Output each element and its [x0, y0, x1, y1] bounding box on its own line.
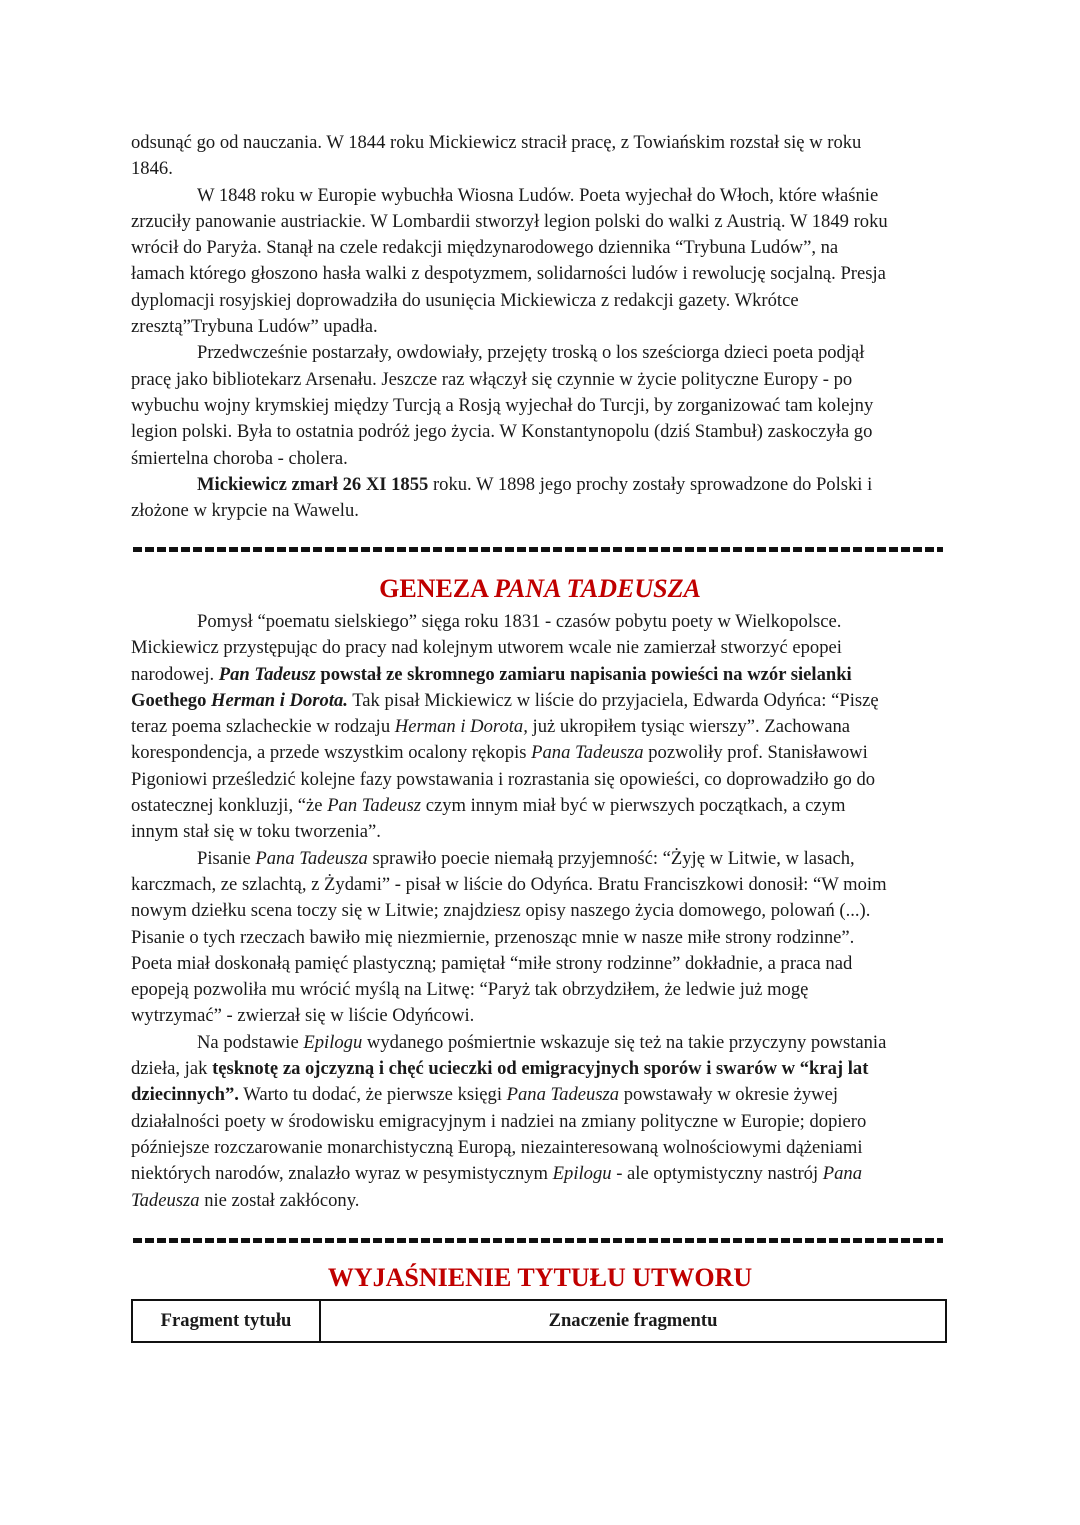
- text-line: [131, 498, 961, 524]
- paragraph: [131, 183, 961, 341]
- text-line: [131, 793, 961, 819]
- text-line: [131, 288, 961, 314]
- bold-text: powstał ze skromnego zamiaru napisania powieści na wzór sielanki: [315, 663, 852, 685]
- text-line: [131, 609, 961, 635]
- section-heading-geneza: [0, 574, 1080, 604]
- text-run: korespondencja, a przede wszystkim ocalony rękopis: [131, 742, 532, 764]
- biography-text: [131, 130, 961, 524]
- text-run: Tak pisał Mickiewicz w liście do przyjaciela, Edwarda Odyńca: “Piszę: [347, 689, 879, 711]
- italic-text: Epilogu: [303, 1031, 363, 1053]
- text-line: [131, 419, 961, 445]
- text-line: [131, 209, 961, 235]
- paragraph: [131, 1030, 961, 1214]
- text-run: późniejsze rozczarowanie monarchistyczną Europą, niezainteresowaną wolnościowymi dążeniami: [131, 1136, 863, 1158]
- italic-text: Pana Tadeusza: [506, 1084, 620, 1106]
- text-run: niektórych narodów, znalazło wyraz w pesymistycznym: [131, 1163, 553, 1185]
- column-header-fragment: Fragment tytułu: [132, 1300, 320, 1342]
- text-line: [131, 446, 961, 472]
- text-line: [131, 662, 961, 688]
- bold-text: dziecinnych”.: [131, 1084, 239, 1106]
- text-run: dyplomacji rosyjskiej doprowadziła do usunięcia Mickiewicza z redakcji gazety. Wkrótce: [131, 289, 799, 311]
- paragraph: [131, 846, 961, 1030]
- text-run: karczmach, ze szlachtą, z Żydami” - pisał w liście do Odyńca. Bratu Franciszkowi donosił: “W moim: [131, 873, 887, 895]
- text-run: Poeta miał doskonałą pamięć plastyczną; pamiętał “miłe strony rodzinne” dokładnie, a praca nad: [131, 952, 853, 974]
- text-run: innym stał się w toku tworzenia”.: [131, 821, 381, 843]
- italic-text: Epilogu: [552, 1163, 612, 1185]
- text-run: wybuchu wojny krymskiej między Turcją a Rosją wyjechał do Turcji, by zorganizować tam kolejny: [131, 394, 874, 416]
- text-line: [131, 130, 961, 156]
- text-run: łamach którego głoszono hasła walki z despotyzmem, solidarności ludów i rewolucję socjalną. Presja: [131, 263, 886, 285]
- dashed-divider: [133, 1238, 943, 1243]
- text-run: zrzuciły panowanie austriackie. W Lombardii stworzył legion polski do walki z Austrią. W 1849 roku: [131, 210, 888, 232]
- column-header-meaning: Znaczenie fragmentu: [320, 1300, 946, 1342]
- italic-text: Pan Tadeusz: [327, 795, 422, 817]
- text-line: [131, 925, 961, 951]
- text-run: sprawiło poecie niemałą przyjemność: “Żyję w Litwie, w lasach,: [367, 847, 855, 869]
- text-run: powstawały w okresie żywej: [619, 1084, 839, 1106]
- text-line: [131, 314, 961, 340]
- text-run: epopeją pozwoliła mu wrócić myślą na Litwę: “Paryż tak obrzydziłem, że ledwie już mogę: [131, 979, 809, 1001]
- text-run: złożone w krypcie na Wawelu.: [131, 500, 359, 522]
- text-line: [131, 1161, 961, 1187]
- text-line: [131, 235, 961, 261]
- text-run: legion polski. Była to ostatnia podróż jego życia. W Konstantynopolu (dziś Stambuł) zaskoczyła go: [131, 421, 873, 443]
- text-line: [131, 1109, 961, 1135]
- italic-text: Pana Tadeusza: [531, 742, 644, 764]
- text-run: wrócił do Paryża. Stanął na czele redakcji międzynarodowego dziennika “Trybuna Ludów”, na: [131, 237, 839, 259]
- text-run: 1846.: [131, 158, 173, 180]
- text-run: W 1848 roku w Europie wybuchła Wiosna Ludów. Poeta wyjechał do Włoch, które właśnie: [197, 184, 879, 206]
- text-line: [131, 183, 961, 209]
- paragraph: [131, 472, 961, 525]
- bold-text: Goethego: [131, 689, 212, 711]
- text-run: nowym dziełku scena toczy się w Litwie; znajdziesz opisy naszego życia domowego, polowań (...).: [131, 900, 871, 922]
- bold-text: Pan Tadeusz: [218, 663, 316, 685]
- text-line: [131, 1056, 961, 1082]
- table-header-row: [132, 1300, 946, 1342]
- text-run: pozwoliły prof. Stanisławowi: [643, 742, 868, 764]
- dashed-divider: [133, 547, 943, 552]
- heading-plain: GENEZA: [379, 574, 494, 603]
- paragraph: [131, 609, 961, 846]
- text-run: dzieła, jak: [131, 1058, 213, 1080]
- text-line: [131, 261, 961, 287]
- bold-text: Mickiewicz zmarł 26 XI 1855: [197, 473, 429, 495]
- text-line: [131, 635, 961, 661]
- text-line: [131, 846, 961, 872]
- text-run: Pisanie o tych rzeczach bawiło mię niezmiernie, przenosząc mnie w nasze miłe strony rodzinne”.: [131, 926, 855, 948]
- title-explanation-table: [131, 1299, 947, 1343]
- text-run: teraz poema szlacheckie w rodzaju: [131, 716, 395, 738]
- text-run: czym innym miał być w pierwszych początkach, a czym: [421, 795, 846, 817]
- text-run: Mickiewicz przystępując do pracy nad kolejnym utworem wcale nie zamierzał stworzyć epopei: [131, 637, 842, 659]
- text-run: Przedwcześnie postarzały, owdowiały, przejęty troską o los sześciorga dzieci poeta podjął: [197, 342, 865, 364]
- text-run: nie został zakłócony.: [199, 1189, 360, 1211]
- text-line: [131, 393, 961, 419]
- text-run: zresztą”Trybuna Ludów” upadła.: [131, 316, 378, 338]
- text-line: [131, 1082, 961, 1108]
- paragraph: [131, 340, 961, 471]
- text-run: wydanego pośmiertnie wskazuje się też na takie przyczyny powstania: [362, 1031, 887, 1053]
- text-run: śmiertelna choroba - cholera.: [131, 447, 348, 469]
- text-line: [131, 472, 961, 498]
- text-run: Pomysł “poematu sielskiego” sięga roku 1831 - czasów pobytu poety w Wielkopolsce.: [197, 611, 842, 632]
- text-line: [131, 1135, 961, 1161]
- italic-text: Tadeusza: [131, 1189, 200, 1211]
- text-line: [131, 156, 961, 182]
- heading-italic: PANA TADEUSZA: [494, 574, 701, 603]
- text-line: [131, 767, 961, 793]
- text-line: [131, 1188, 961, 1214]
- text-line: [131, 872, 961, 898]
- bold-text: tęsknotę za ojczyzną i chęć ucieczki od emigracyjnych sporów i swarów w “kraj lat: [212, 1058, 869, 1080]
- geneza-text: [131, 609, 961, 1214]
- text-line: [131, 819, 961, 845]
- section-heading-title-explanation: WYJAŚNIENIE TYTUŁU UTWORU: [327, 1263, 753, 1292]
- italic-text: Pana: [822, 1163, 863, 1185]
- text-run: Na podstawie: [197, 1031, 304, 1053]
- text-line: [131, 951, 961, 977]
- text-run: Pisanie: [197, 847, 256, 869]
- text-run: narodowej.: [131, 663, 219, 685]
- text-run: Pigoniowi prześledzić kolejne fazy powstawania i rozrastania się opowieści, co doprowadziło go do: [131, 768, 876, 790]
- text-run: pracę jako bibliotekarz Arsenału. Jeszcze raz włączył się czynnie w życie polityczne Europy - po: [131, 368, 853, 390]
- text-run: ostatecznej konkluzji, “że: [131, 795, 328, 817]
- text-run: już ukropiłem tysiąc wierszy”. Zachowana: [527, 716, 851, 738]
- text-line: [131, 1003, 961, 1029]
- italic-text: Pana Tadeusza: [255, 847, 368, 869]
- text-run: działalności poety w środowisku emigracyjnym i nadziei na zmiany polityczne w Europie; dopiero: [131, 1110, 867, 1132]
- text-line: [131, 688, 961, 714]
- paragraph: [131, 130, 961, 183]
- bold-text: Herman i Dorota.: [211, 689, 348, 711]
- text-line: [131, 898, 961, 924]
- text-run: wytrzymać” - zwierzał się w liście Odyńcowi.: [131, 1005, 475, 1027]
- text-run: - ale optymistyczny nastrój: [611, 1163, 823, 1185]
- text-line: [131, 367, 961, 393]
- text-run: odsunąć go od nauczania. W 1844 roku Mickiewicz stracił pracę, z Towiańskim rozstał się w roku: [131, 132, 862, 153]
- text-run: roku. W 1898 jego prochy zostały sprowadzone do Polski i: [428, 473, 873, 495]
- text-line: [131, 977, 961, 1003]
- text-line: [131, 740, 961, 766]
- text-line: [131, 340, 961, 366]
- text-run: Warto tu dodać, że pierwsze księgi: [238, 1084, 507, 1106]
- text-line: [131, 714, 961, 740]
- italic-text: Herman i Dorota,: [394, 716, 528, 738]
- text-line: [131, 1030, 961, 1056]
